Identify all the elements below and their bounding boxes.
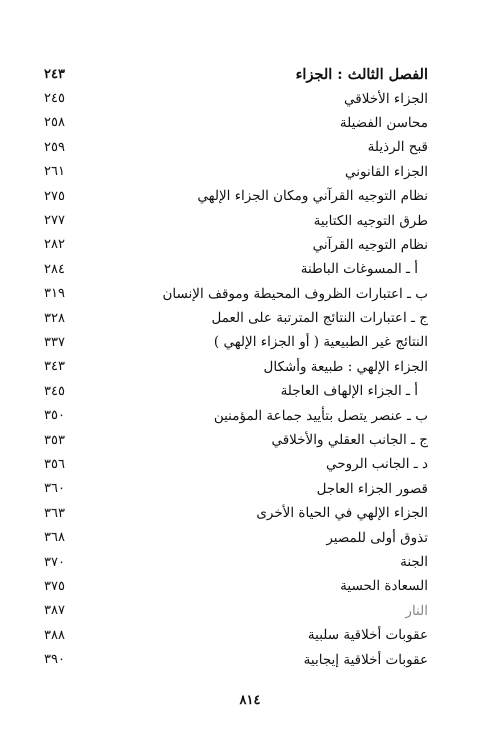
toc-entry-page: ٣٦٣ xyxy=(44,505,65,521)
toc-entry-title: الجزاء الأخلاقي xyxy=(344,90,428,107)
toc-entry-page: ٢٥٩ xyxy=(44,139,65,155)
toc-entry-title: النتائج غير الطبيعية ( أو الجزاء الإلهي ) xyxy=(213,334,428,351)
toc-entry-title: الجزاء الإلهي في الحياة الأخرى xyxy=(256,505,428,522)
toc-entry-page: ٣٩٠ xyxy=(44,652,65,668)
toc-entry xyxy=(44,282,428,306)
toc-entry-page: ٣٧٥ xyxy=(44,578,65,594)
toc-entry xyxy=(44,330,428,354)
toc-entry-page: ٣٥٦ xyxy=(44,456,65,472)
toc-entry xyxy=(44,62,428,86)
table-of-contents xyxy=(44,62,428,672)
toc-entry xyxy=(44,428,428,452)
toc-entry-title: الفصل الثالث : الجزاء xyxy=(295,65,428,83)
toc-entry xyxy=(44,233,428,257)
toc-entry-title: السعادة الحسية xyxy=(340,578,428,595)
toc-entry-page: ٢٤٣ xyxy=(44,66,65,82)
toc-entry-page: ٣٦٠ xyxy=(44,481,65,497)
toc-entry-title: الجزاء القانوني xyxy=(345,163,428,180)
toc-entry xyxy=(44,452,428,476)
toc-entry xyxy=(44,379,428,403)
toc-entry xyxy=(44,111,428,135)
toc-entry-title: نظام التوجيه القرآني xyxy=(312,236,428,253)
toc-entry-title: قبح الرذيلة xyxy=(367,139,428,156)
toc-entry-page: ٢٦١ xyxy=(44,164,65,180)
toc-entry xyxy=(44,525,428,549)
toc-entry-title: تذوق أولى للمصير xyxy=(326,529,428,546)
toc-entry-title: ب ـ عنصر يتصل بتأييد جماعة المؤمنين xyxy=(213,407,428,424)
toc-entry-title: محاسن الفضيلة xyxy=(339,114,428,131)
toc-entry-page: ٣١٩ xyxy=(44,286,65,302)
toc-entry-title: النار xyxy=(405,602,428,619)
toc-entry-title: قصور الجزاء العاجل xyxy=(316,480,428,497)
toc-entry-page: ٣٥٠ xyxy=(44,408,65,424)
toc-entry xyxy=(44,501,428,525)
toc-entry xyxy=(44,403,428,427)
toc-entry xyxy=(44,86,428,110)
toc-entry-page: ٣٥٣ xyxy=(44,432,65,448)
toc-entry xyxy=(44,306,428,330)
toc-entry-page: ٢٥٨ xyxy=(44,115,65,131)
toc-entry xyxy=(44,257,428,281)
toc-entry xyxy=(44,647,428,671)
toc-entry-page: ٣٢٨ xyxy=(44,310,65,326)
toc-entry-title: الجنة xyxy=(400,554,428,570)
toc-entry-title: عقوبات أخلاقية إيجابية xyxy=(303,651,428,668)
toc-entry-page: ٣٤٣ xyxy=(44,359,65,375)
toc-entry-page: ٢٨٢ xyxy=(44,237,65,253)
toc-entry-page: ٣٦٨ xyxy=(44,530,65,546)
toc-entry xyxy=(44,160,428,184)
toc-entry-page: ٢٧٧ xyxy=(44,213,65,229)
toc-entry-page: ٣٨٨ xyxy=(44,627,65,643)
toc-entry xyxy=(44,184,428,208)
toc-entry-title: عقوبات أخلاقية سلبية xyxy=(307,627,428,644)
toc-entry xyxy=(44,574,428,598)
page-number: ٨١٤ xyxy=(239,693,261,708)
toc-entry-title: طرق التوجيه الكتابية xyxy=(313,212,428,229)
toc-entry-title: د ـ الجانب الروحي xyxy=(326,456,428,473)
toc-entry-title: الجزاء الإلهي : طبيعة وأشكال xyxy=(263,358,428,375)
toc-entry xyxy=(44,599,428,623)
toc-entry xyxy=(44,477,428,501)
toc-entry-page: ٣٤٥ xyxy=(44,383,65,399)
toc-entry-title: ب ـ اعتبارات الظروف المحيطة وموقف الإنسان xyxy=(162,285,428,302)
toc-entry xyxy=(44,550,428,574)
toc-entry xyxy=(44,135,428,159)
toc-entry-title: نظام التوجيه القرآني ومكان الجزاء الإلهي xyxy=(197,188,428,205)
toc-entry-title: ج ـ اعتبارات النتائج المترتبة على العمل xyxy=(211,310,428,327)
toc-entry-page: ٣٣٧ xyxy=(44,334,65,350)
toc-entry-page: ٢٨٤ xyxy=(44,261,65,277)
toc-entry-page: ٢٤٥ xyxy=(44,91,65,107)
toc-entry-title: ج ـ الجانب العقلي والأخلاقي xyxy=(271,432,428,449)
toc-entry xyxy=(44,208,428,232)
toc-entry-page: ٣٨٧ xyxy=(44,603,65,619)
toc-entry-title: أ ـ الجزاء الإلهاف العاجلة xyxy=(280,383,418,400)
toc-entry-title: أ ـ المسوغات الباطنة xyxy=(300,261,418,278)
toc-entry xyxy=(44,355,428,379)
toc-entry-page: ٣٧٠ xyxy=(44,554,65,570)
toc-entry xyxy=(44,623,428,647)
toc-entry-page: ٢٧٥ xyxy=(44,188,65,204)
